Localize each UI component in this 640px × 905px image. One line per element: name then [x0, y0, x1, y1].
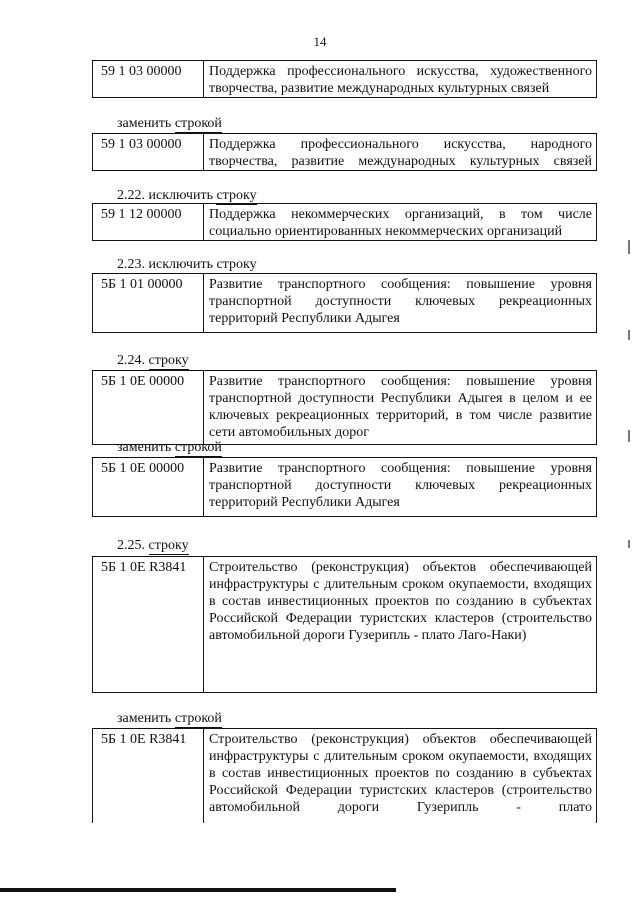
instruction-label [117, 711, 222, 727]
scan-margin-mark [628, 240, 630, 254]
bottom-rule [0, 888, 396, 892]
table-row [92, 728, 597, 823]
scan-margin-mark [628, 330, 630, 340]
instruction-underlined: строкой [174, 440, 222, 455]
row-code: 5Б 1 0Е R3841 [93, 557, 204, 692]
table-row [92, 203, 597, 241]
row-description: Развитие транспортного сообщения: повышение уровня транспортной доступности ключевых рекреационных территорий Республики Адыгея [209, 461, 592, 510]
row-code: 5Б 1 0Е R3841 [93, 729, 204, 823]
instruction-underlined: строкой [174, 116, 222, 131]
row-code: 59 1 12 00000 [93, 204, 204, 240]
row-description: Развитие транспортного сообщения: повышение уровня транспортной доступности Республики Адыгея в целом и ее ключевых рекреационных территорий, в том числе развитие сети автомобильных дорог [209, 374, 592, 440]
page-number: 14 [313, 34, 327, 49]
table-row [92, 60, 597, 98]
instruction-text: заменить [117, 440, 175, 455]
row-description: Поддержка профессионального искусства, народного творчества, развитие международных культурных связей [209, 137, 592, 169]
table-row [92, 273, 597, 333]
instruction-underlined: строку [216, 188, 257, 203]
row-code: 59 1 03 00000 [93, 61, 204, 97]
row-code: 5Б 1 01 00000 [93, 274, 204, 332]
instruction-text: заменить [117, 116, 175, 131]
row-code: 59 1 03 00000 [93, 134, 204, 170]
instruction-label [117, 188, 257, 204]
instruction-text: 2.24. [117, 353, 149, 368]
instruction-label [117, 257, 257, 273]
table-row [92, 370, 597, 445]
instruction-label [117, 440, 222, 456]
table-row [92, 457, 597, 517]
scan-margin-mark [628, 430, 630, 442]
instruction-label [117, 538, 189, 554]
row-description: Строительство (реконструкция) объектов обеспечивающей инфраструктуры с длительным сроком окупаемости, входящих в состав инвестиционных проектов по созданию в субъектах Российской Федерации туристских кластеров (строительство автомобильной дороги Гузерипль - плато Лаго-Наки) [209, 560, 592, 643]
instruction-underlined: строку [148, 353, 189, 368]
table-row [92, 556, 597, 693]
row-description: Развитие транспортного сообщения: повышение уровня транспортной доступности ключевых рекреационных территорий Республики Адыгея [209, 277, 592, 326]
instruction-label [117, 116, 222, 132]
instruction-text: 2.25. [117, 538, 149, 553]
instruction-underlined: строку [216, 257, 257, 272]
row-code: 5Б 1 0Е 00000 [93, 371, 204, 444]
row-description: Поддержка некоммерческих организаций, в том числе социально ориентированных некоммерческих организаций [209, 207, 592, 239]
instruction-label [117, 353, 189, 369]
instruction-underlined: строкой [174, 711, 222, 726]
instruction-underlined: строку [148, 538, 189, 553]
instruction-text: заменить [117, 711, 175, 726]
table-row [92, 133, 597, 171]
row-code: 5Б 1 0Е 00000 [93, 458, 204, 516]
instruction-text: 2.23. исключить [117, 257, 217, 272]
row-description: Поддержка профессионального искусства, художественного творчества, развитие международных культурных связей [209, 64, 592, 96]
row-description: Строительство (реконструкция) объектов обеспечивающей инфраструктуры с длительным сроком окупаемости, входящих в состав инвестиционных проектов по созданию в субъектах Российской Федерации туристских кластеров (строительство автомобильной дороги Гузерипль - плато [209, 732, 592, 815]
scan-margin-mark [628, 540, 630, 548]
instruction-text: 2.22. исключить [117, 188, 217, 203]
